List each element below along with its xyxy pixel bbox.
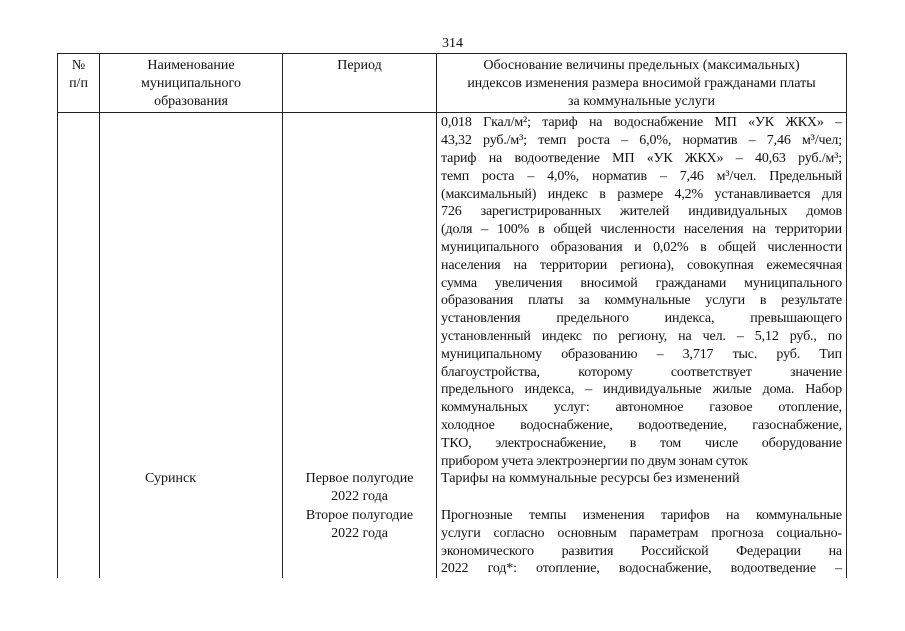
text-line: населения на территории региона), совокупная ежемесячная [441, 257, 842, 273]
text-line: 726 зарегистрированных жителей индивидуальных домов [441, 204, 842, 220]
header-number: № п/п [58, 54, 100, 113]
second-half-text [437, 506, 847, 578]
text-line: коммунальных услуг: автономное газовое отопление, [441, 400, 842, 416]
table-row-continuation [58, 113, 847, 470]
header-municipality: Наименование муниципального образования [100, 54, 283, 113]
text-line: сумма увеличения вносимой гражданами муниципального [441, 275, 842, 291]
first-half-text: Тарифы на коммунальные ресурсы без изменений [437, 470, 847, 506]
text-line: установления предельного индекса, превышающего [441, 311, 842, 327]
text-line: муниципального образования и 0,02% в общей численности [441, 239, 842, 255]
municipality-name: Суринск [100, 470, 283, 506]
text-line: муниципальному образованию – 3,717 тыс. руб. Тип [441, 346, 842, 362]
text-line: прибором учета электроэнергии по двум зонам суток [441, 453, 748, 469]
text-line: благоустройства, которому соответствует значение [441, 364, 842, 380]
text-line: установленный индекс по региону, на чел. – 5,12 руб., по [441, 328, 842, 344]
period-first-half: Первое полугодие 2022 года [283, 470, 437, 506]
text-line: предельного индекса, – индивидуальные жилые дома. Набор [441, 382, 842, 398]
header-justification: Обоснование величины предельных (максимальных) индексов изменения размера вносимой гражданами платы за коммунальные услуги [437, 54, 847, 113]
text-line: 43,32 руб./м³; темп роста – 6,0%, норматив – 7,46 м³/чел; [441, 133, 842, 149]
text-line: (доля – 100% в общей численности населения на территории [441, 222, 842, 238]
continuation-text [437, 113, 847, 470]
text-line: ТКО, электроснабжение, в том числе оборудование [441, 435, 842, 451]
period-second-half: Второе полугодие 2022 года [283, 506, 437, 578]
text-line: услуги согласно основным параметрам прогноза социально- [441, 525, 842, 541]
text-line: Прогнозные темпы изменения тарифов на коммунальные [441, 507, 842, 523]
text-line: экономического развития Российской Федерации на [441, 543, 842, 559]
text-line: темп роста – 4,0%, норматив – 7,46 м³/чел. Предельный [441, 168, 842, 184]
table-header-row [58, 54, 847, 113]
text-line: тариф на водоотведение МП «УК ЖКХ» – 40,63 руб./м³; [441, 150, 842, 166]
table-row-surinsk-first [58, 470, 847, 506]
text-line: холодное водоснабжение, водоотведение, газоснабжение, [441, 417, 842, 433]
text-line: образования платы за коммунальные услуги в результате [441, 293, 842, 309]
text-line: (максимальный) индекс в размере 4,2% устанавливается для [441, 186, 842, 202]
table-row-surinsk-second [58, 506, 847, 578]
page-number: 314 [442, 36, 463, 51]
tariff-table [57, 53, 847, 578]
header-period: Период [283, 54, 437, 113]
text-line: 0,018 Гкал/м²; тариф на водоснабжение МП «УК ЖКХ» – [441, 115, 842, 131]
text-line: 2022 год*: отопление, водоснабжение, водоотведение – [441, 561, 842, 577]
